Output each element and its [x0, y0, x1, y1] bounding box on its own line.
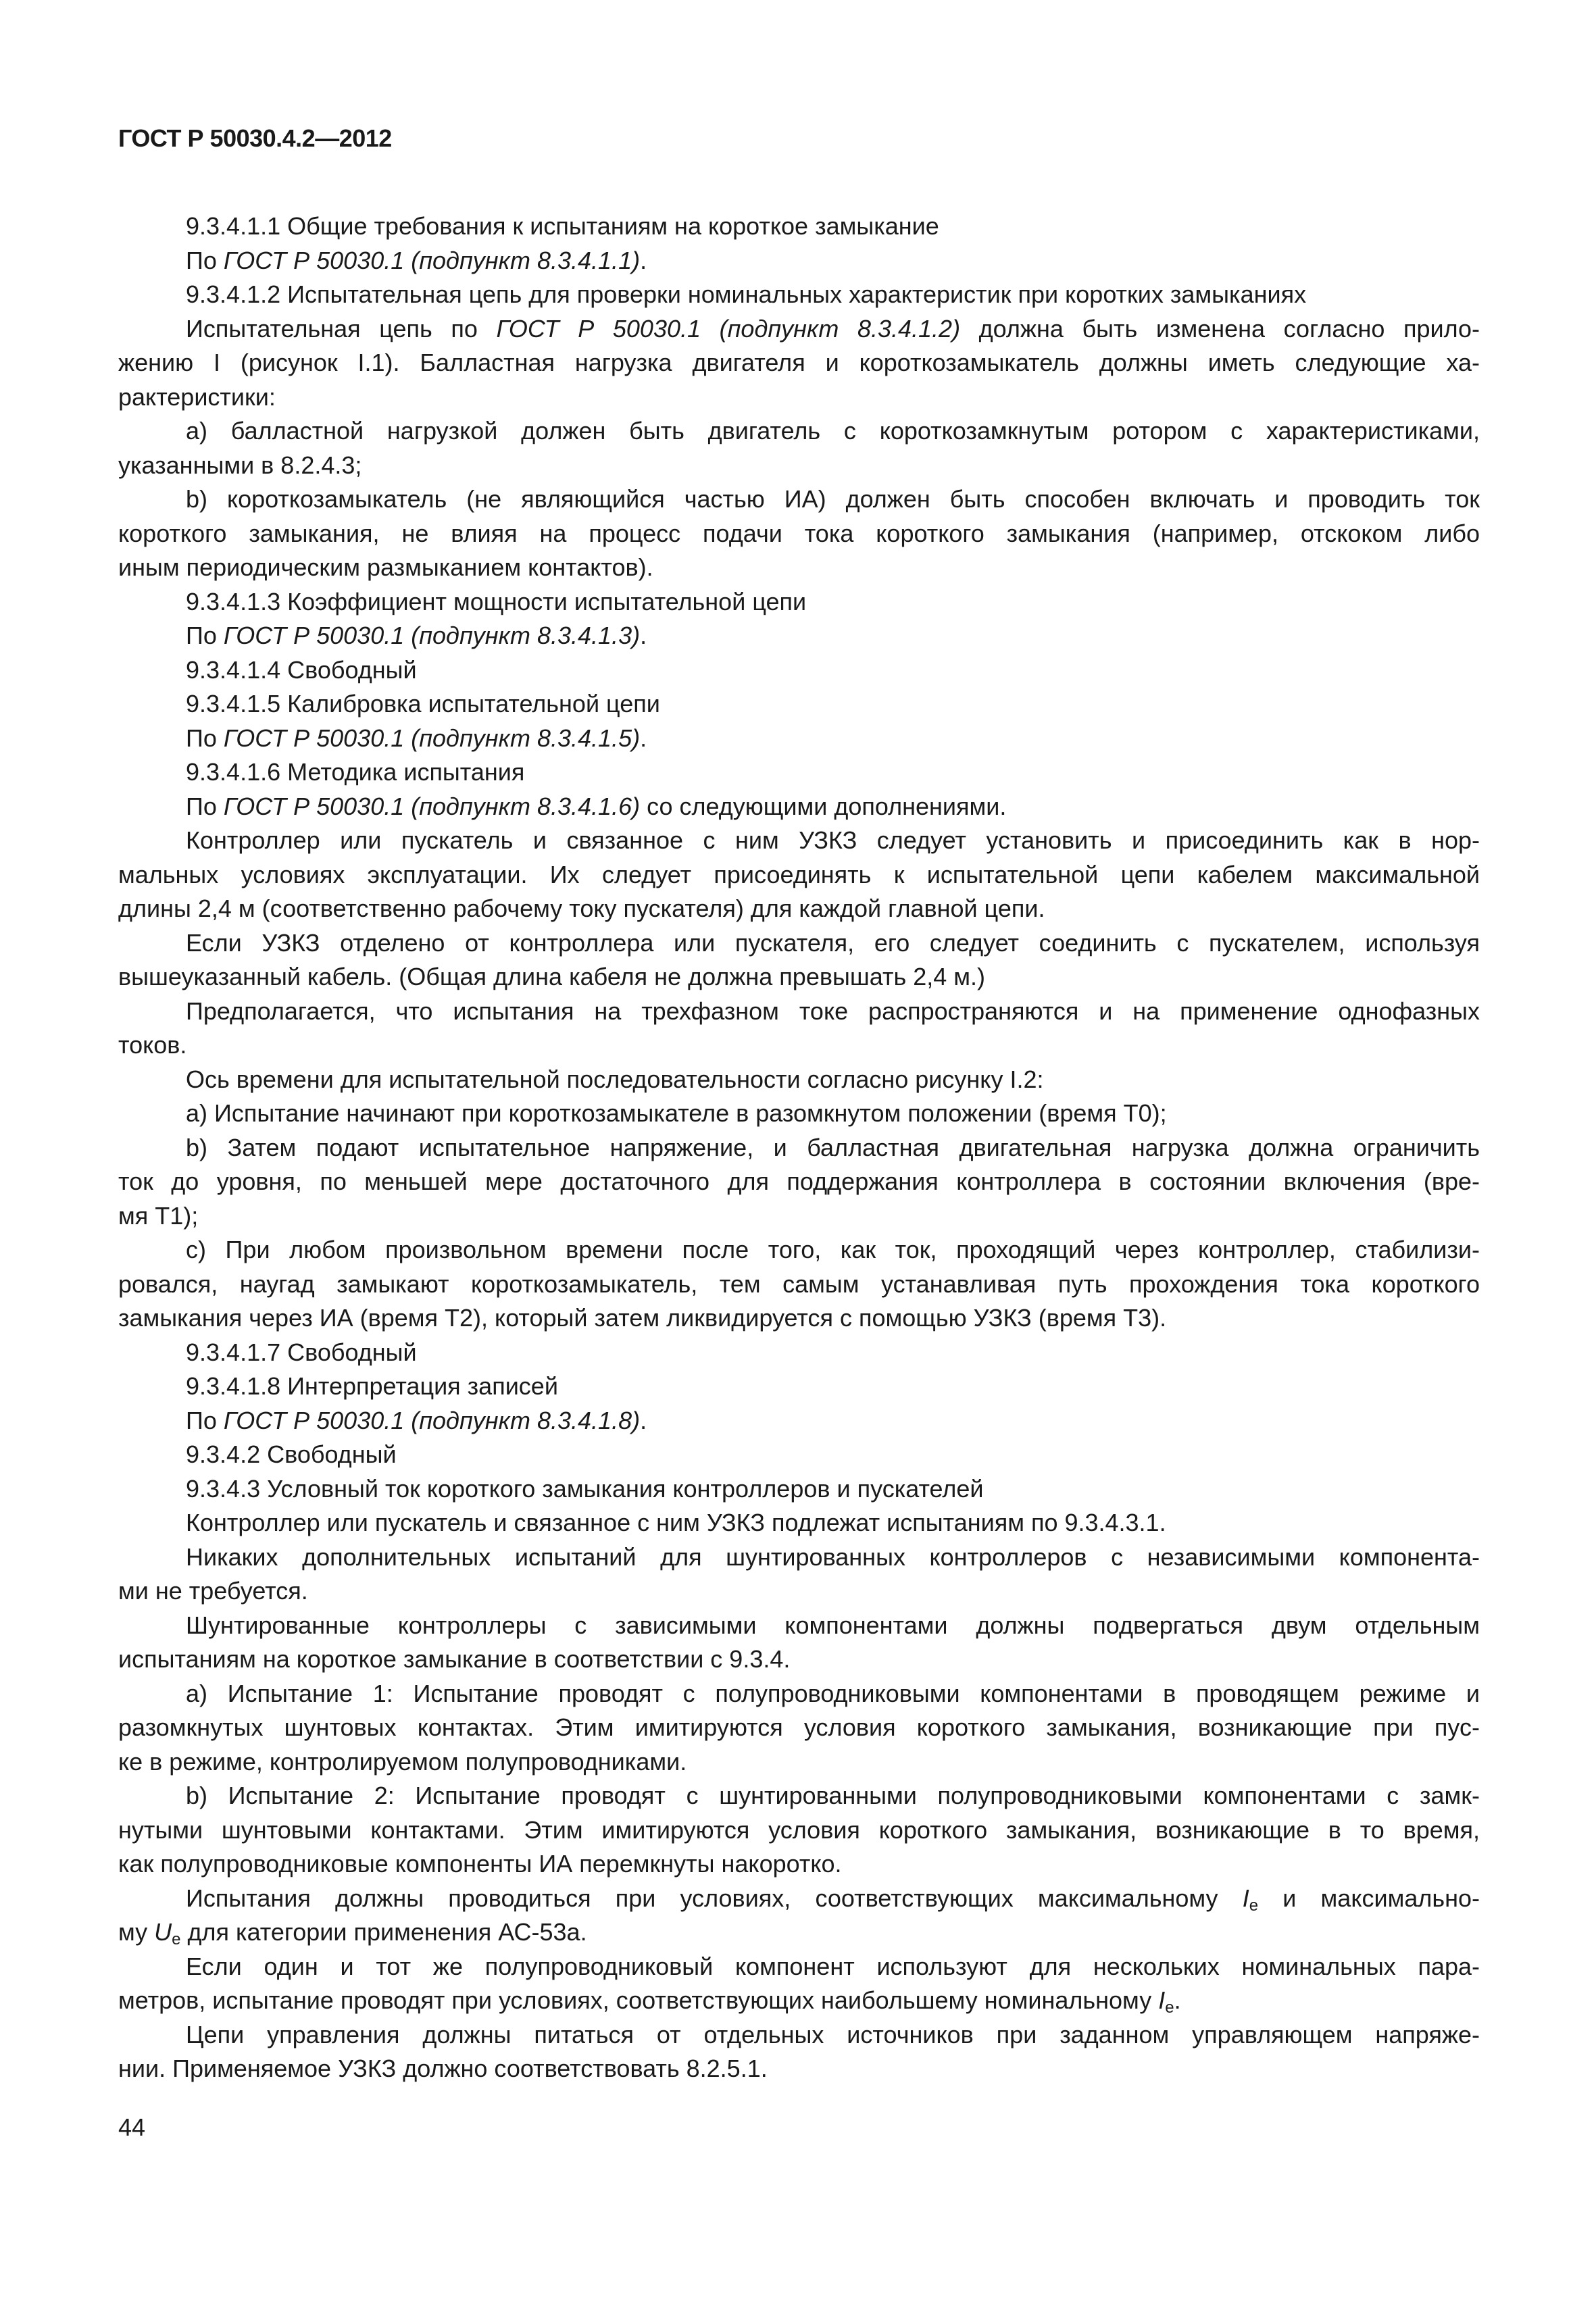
italic-text: ГОСТ Р 50030.1 (подпункт 8.3.4.1.8) [223, 1406, 641, 1434]
subscript-text: e [172, 1930, 181, 1948]
page-number: 44 [118, 2113, 146, 2141]
text-segment: 9.3.4.1.1 Общие требования к испытаниям на короткое замыкание [186, 212, 939, 240]
text-line [118, 653, 1480, 688]
text-line [118, 1404, 1480, 1438]
paragraph [118, 1779, 1480, 1882]
text-segment: Контроллер или пускатель и связанное с ним УЗКЗ подлежат испытаниям по 9.3.4.3.1. [186, 1509, 1166, 1536]
paragraph [118, 312, 1480, 415]
text-line [118, 517, 1480, 551]
text-segment: Если УЗКЗ отделено от контроллера или пускателя, его следует соединить с пускателем, используя [186, 928, 1480, 957]
text-line [118, 1267, 1480, 1302]
text-line [118, 2052, 1480, 2086]
text-segment: иным периодическим размыканием контактов). [118, 553, 653, 581]
text-segment: как полупроводниковые компоненты ИА перемкнуты накоротко. [118, 1850, 842, 1878]
text-segment: 9.3.4.3 Условный ток короткого замыкания контроллеров и пускателей [186, 1474, 984, 1503]
paragraph [118, 1131, 1480, 1234]
text-segment: метров, испытание проводят при условиях, соответствующих наибольшему номинальному [118, 1986, 1159, 2014]
text-segment: для категории применения АС-53а. [180, 1918, 587, 1946]
text-line [118, 380, 1480, 415]
document-body [118, 209, 1480, 2086]
text-line [118, 1813, 1480, 1848]
text-line [118, 1915, 1480, 1950]
text-line [118, 1063, 1480, 1097]
paragraph [118, 1438, 1480, 1472]
text-line [118, 449, 1480, 483]
text-line [118, 1847, 1480, 1882]
text-line [118, 790, 1480, 824]
text-line [118, 1097, 1480, 1131]
text-line [118, 1472, 1480, 1507]
text-segment: По [186, 622, 224, 649]
paragraph [118, 1882, 1480, 1950]
text-line [118, 892, 1480, 926]
text-segment: жению I (рисунок I.1). Балластная нагрузка двигателя и короткозамыкатель должны иметь следующие ха- [118, 349, 1480, 376]
paragraph [118, 755, 1480, 790]
text-segment: ток до уровня, по меньшей мере достаточного для поддержания контроллера в состоянии включения (вре- [118, 1167, 1480, 1195]
italic-text: ГОСТ Р 50030.1 (подпункт 8.3.4.1.5) [223, 724, 641, 752]
paragraph [118, 482, 1480, 585]
text-segment: указанными в 8.2.4.3; [118, 451, 362, 479]
text-line [118, 995, 1480, 1029]
text-line [118, 482, 1480, 517]
text-segment: 9.3.4.2 Свободный [186, 1440, 397, 1468]
text-line [118, 2018, 1480, 2053]
text-line [118, 926, 1480, 961]
paragraph [118, 790, 1480, 824]
italic-text: ГОСТ Р 50030.1 (подпункт 8.3.4.1.1) [223, 246, 641, 274]
paragraph [118, 1097, 1480, 1131]
text-line [118, 1028, 1480, 1063]
text-segment: рактеристики: [118, 382, 276, 411]
paragraph [118, 619, 1480, 653]
text-line [118, 209, 1480, 244]
text-segment: a) Испытание начинают при короткозамыкателе в разомкнутом положении (время T0); [186, 1099, 1167, 1127]
text-line [118, 858, 1480, 892]
text-segment: По [186, 792, 224, 820]
paragraph [118, 1472, 1480, 1507]
text-segment: . [640, 246, 647, 274]
paragraph [118, 1609, 1480, 1677]
italic-text: I [1158, 1986, 1166, 2014]
text-line [118, 312, 1480, 347]
text-segment: . [640, 622, 647, 649]
text-segment: Если один и тот же полупроводниковый компонент используют для нескольких номинальных пара- [186, 1952, 1480, 1980]
text-line [118, 278, 1480, 312]
text-line [118, 1369, 1480, 1404]
text-segment: му [118, 1918, 155, 1946]
text-line [118, 1131, 1480, 1165]
text-line [118, 1574, 1480, 1609]
text-line [118, 244, 1480, 278]
text-segment: b) короткозамыкатель (не являющийся частью ИА) должен быть способен включать и проводить ток [186, 485, 1480, 513]
text-segment: ровался, наугад замыкают короткозамыкатель, тем самым устанавливая путь прохождения тока короткого [118, 1269, 1480, 1298]
text-segment: Контроллер или пускатель и связанное с ним УЗКЗ следует установить и присоединить как в нор- [186, 826, 1480, 854]
text-segment: нутыми шунтовыми контактами. Этим имитируются условия короткого замыкания, возникающие в то время, [118, 1815, 1480, 1844]
paragraph [118, 244, 1480, 278]
text-segment: По [186, 724, 224, 752]
text-segment: и максимально- [1258, 1884, 1480, 1912]
text-segment: b) Затем подают испытательное напряжение, и балластная двигательная нагрузка должна ограничить [186, 1133, 1480, 1161]
text-segment: токов. [118, 1031, 187, 1059]
text-segment: длины 2,4 м (соответственно рабочему току пускателя) для каждой главной цепи. [118, 895, 1045, 922]
text-line [118, 1336, 1480, 1370]
text-segment: должна быть изменена согласно прило- [960, 314, 1480, 343]
text-segment: 9.3.4.1.4 Свободный [186, 655, 417, 684]
text-segment: 9.3.4.1.5 Калибровка испытательной цепи [186, 690, 660, 718]
paragraph [118, 2018, 1480, 2086]
text-segment: замыкания через ИА (время T2), который затем ликвидируется с помощью УЗКЗ (время T3). [118, 1304, 1167, 1332]
text-segment: мя T1); [118, 1201, 199, 1230]
text-segment: 9.3.4.1.8 Интерпретация записей [186, 1372, 558, 1400]
text-segment: b) Испытание 2: Испытание проводят с шунтированными полупроводниковыми компонентами с замк- [186, 1782, 1480, 1809]
paragraph [118, 1233, 1480, 1336]
paragraph [118, 1369, 1480, 1404]
text-segment: мальных условиях эксплуатации. Их следует присоединять к испытательной цепи кабелем максимальной [118, 860, 1480, 888]
text-segment: Испытательная цепь по [186, 314, 497, 343]
text-segment: Испытания должны проводиться при условиях, соответствующих максимальному [186, 1884, 1243, 1912]
text-line [118, 551, 1480, 585]
text-line [118, 346, 1480, 380]
text-segment: Ось времени для испытательной последовательности согласно рисунку I.2: [186, 1065, 1044, 1093]
text-segment: ми не требуется. [118, 1577, 308, 1605]
text-segment: 9.3.4.1.2 Испытательная цепь для проверки номинальных характеристик при коротких замыканиях [186, 280, 1307, 308]
text-segment: ке в режиме, контролируемом полупроводниками. [118, 1747, 687, 1776]
text-segment: . [1174, 1986, 1181, 2014]
text-line [118, 1642, 1480, 1677]
text-line [118, 619, 1480, 653]
paragraph [118, 209, 1480, 244]
text-segment: По [186, 246, 224, 274]
text-segment: 9.3.4.1.3 Коэффициент мощности испытательной цепи [186, 587, 807, 615]
paragraph [118, 414, 1480, 482]
paragraph [118, 1336, 1480, 1370]
text-line [118, 960, 1480, 995]
paragraph [118, 687, 1480, 722]
paragraph [118, 1950, 1480, 2018]
text-line [118, 1609, 1480, 1643]
text-segment: a) балластной нагрузкой должен быть двигатель с короткозамкнутым ротором с характеристиками, [186, 417, 1480, 445]
text-segment: c) При любом произвольном времени после того, как ток, проходящий через контроллер, стабилизи- [186, 1236, 1480, 1263]
document-header: ГОСТ Р 50030.4.2—2012 [118, 124, 392, 152]
paragraph [118, 1677, 1480, 1780]
subscript-text: e [1165, 1998, 1174, 2017]
text-segment: Никаких дополнительных испытаний для шунтированных контроллеров с независимыми компонента- [186, 1542, 1480, 1571]
paragraph [118, 278, 1480, 312]
text-segment: нии. Применяемое УЗКЗ должно соответствовать 8.2.5.1. [118, 2055, 768, 2082]
text-line [118, 1779, 1480, 1813]
paragraph [118, 653, 1480, 688]
text-segment: Предполагается, что испытания на трехфазном токе распространяются и на применение однофазных [186, 997, 1480, 1025]
text-line [118, 1677, 1480, 1711]
text-segment: вышеуказанный кабель. (Общая длина кабеля не должна превышать 2,4 м.) [118, 963, 985, 990]
paragraph [118, 1540, 1480, 1609]
text-line [118, 1506, 1480, 1540]
text-segment: По [186, 1406, 224, 1434]
text-line [118, 1711, 1480, 1745]
text-line [118, 1540, 1480, 1575]
text-line [118, 1199, 1480, 1234]
paragraph [118, 1063, 1480, 1097]
paragraph [118, 926, 1480, 995]
text-line [118, 1165, 1480, 1199]
text-line [118, 722, 1480, 756]
text-segment: со следующими дополнениями. [640, 792, 1007, 820]
text-segment: Шунтированные контроллеры с зависимыми компонентами должны подвергаться двум отдельным [186, 1611, 1480, 1639]
text-line [118, 1984, 1480, 2018]
paragraph [118, 585, 1480, 620]
text-line [118, 1745, 1480, 1780]
text-segment: . [640, 724, 647, 752]
text-line [118, 1301, 1480, 1336]
italic-text: ГОСТ Р 50030.1 (подпункт 8.3.4.1.2) [496, 314, 961, 343]
text-line [118, 755, 1480, 790]
text-segment: . [640, 1406, 647, 1434]
italic-text: ГОСТ Р 50030.1 (подпункт 8.3.4.1.6) [223, 792, 641, 820]
text-segment: 9.3.4.1.7 Свободный [186, 1338, 417, 1366]
text-line [118, 414, 1480, 449]
text-segment: Цепи управления должны питаться от отдельных источников при заданном управляющем напряже- [186, 2020, 1480, 2048]
text-line [118, 1438, 1480, 1472]
text-line [118, 1233, 1480, 1267]
subscript-text: e [1249, 1896, 1259, 1915]
text-line [118, 824, 1480, 858]
paragraph [118, 824, 1480, 926]
text-line [118, 1950, 1480, 1984]
text-segment: разомкнутых шунтовых контактах. Этим имитируются условия короткого замыкания, возникающие при пус- [118, 1713, 1480, 1741]
paragraph [118, 722, 1480, 756]
paragraph [118, 1506, 1480, 1540]
text-segment: 9.3.4.1.6 Методика испытания [186, 758, 525, 786]
text-line [118, 1882, 1480, 1916]
italic-text: ГОСТ Р 50030.1 (подпункт 8.3.4.1.3) [223, 622, 641, 649]
text-segment: a) Испытание 1: Испытание проводят с полупроводниковыми компонентами в проводящем режиме и [186, 1679, 1480, 1707]
italic-text: U [154, 1918, 172, 1946]
paragraph [118, 995, 1480, 1063]
italic-text: I [1242, 1884, 1249, 1912]
text-segment: короткого замыкания, не влияя на процесс подачи тока короткого замыкания (например, отскоком либо [118, 519, 1480, 547]
text-segment: испытаниям на короткое замыкание в соответствии с 9.3.4. [118, 1645, 791, 1673]
text-line [118, 687, 1480, 722]
text-line [118, 585, 1480, 620]
paragraph [118, 1404, 1480, 1438]
